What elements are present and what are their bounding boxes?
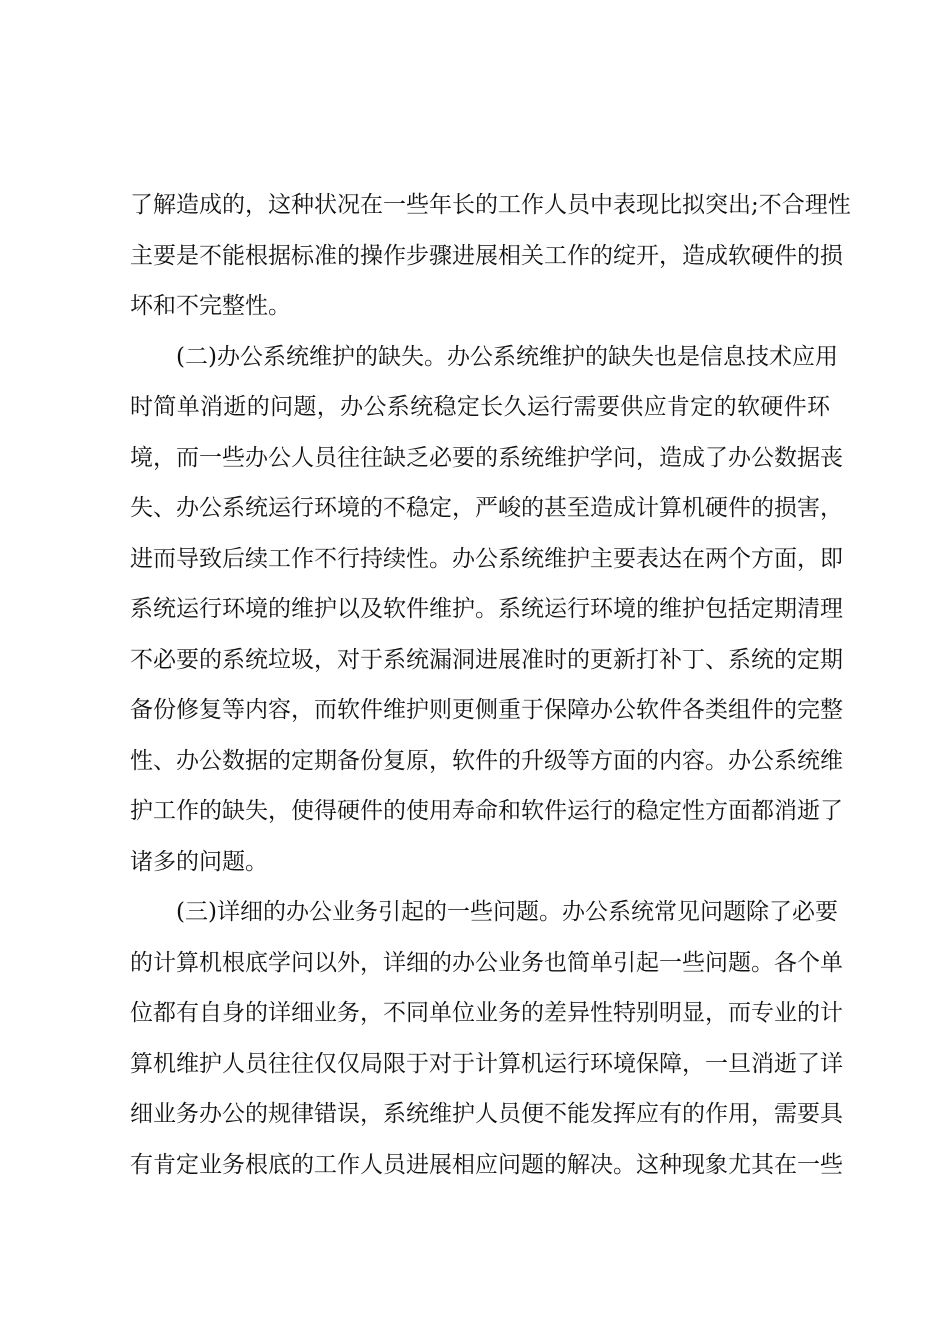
text-line: 的计算机根底学问以外，详细的办公业务也简单引起一些问题。各个单 (130, 950, 843, 976)
text-line: 了解造成的，这种状况在一些年长的工作人员中表现比拟突出;不合理性 (130, 192, 851, 218)
text-line: (二)办公系统维护的缺失。办公系统维护的缺失也是信息技术应用 (176, 344, 838, 370)
text-line: 诸多的问题。 (130, 849, 268, 875)
text-line: 有肯定业务根底的工作人员进展相应问题的解决。这种现象尤其在一些 (130, 1152, 843, 1178)
text-line: 位都有自身的详细业务，不同单位业务的差异性特别明显，而专业的计 (130, 1000, 843, 1026)
text-line: 不必要的系统垃圾，对于系统漏洞进展准时的更新打补丁、系统的定期 (130, 647, 843, 673)
text-line: 性、办公数据的定期备份复原，软件的升级等方面的内容。办公系统维 (130, 748, 843, 774)
text-line: 备份修复等内容，而软件维护则更侧重于保障办公软件各类组件的完整 (130, 697, 843, 723)
text-line: 主要是不能根据标准的操作步骤进展相关工作的绽开，造成软硬件的损 (130, 243, 843, 269)
text-line: (三)详细的办公业务引起的一些问题。办公系统常见问题除了必要 (176, 899, 838, 925)
text-line: 坏和不完整性。 (130, 293, 291, 319)
text-line: 失、办公系统运行环境的不稳定，严峻的甚至造成计算机硬件的损害， (130, 495, 843, 521)
text-line: 境，而一些办公人员往往缺乏必要的系统维护学问，造成了办公数据丧 (130, 445, 843, 471)
text-line: 算机维护人员往往仅仅局限于对于计算机运行环境保障，一旦消逝了详 (130, 1051, 843, 1077)
text-line: 时简单消逝的问题，办公系统稳定长久运行需要供应肯定的软硬件环 (130, 394, 830, 420)
text-line: 护工作的缺失，使得硬件的使用寿命和软件运行的稳定性方面都消逝了 (130, 798, 843, 824)
text-line: 细业务办公的规律错误，系统维护人员便不能发挥应有的作用，需要具 (130, 1101, 843, 1127)
text-line: 进而导致后续工作不行持续性。办公系统维护主要表达在两个方面，即 (130, 546, 843, 572)
text-line: 系统运行环境的维护以及软件维护。系统运行环境的维护包括定期清理 (130, 596, 843, 622)
